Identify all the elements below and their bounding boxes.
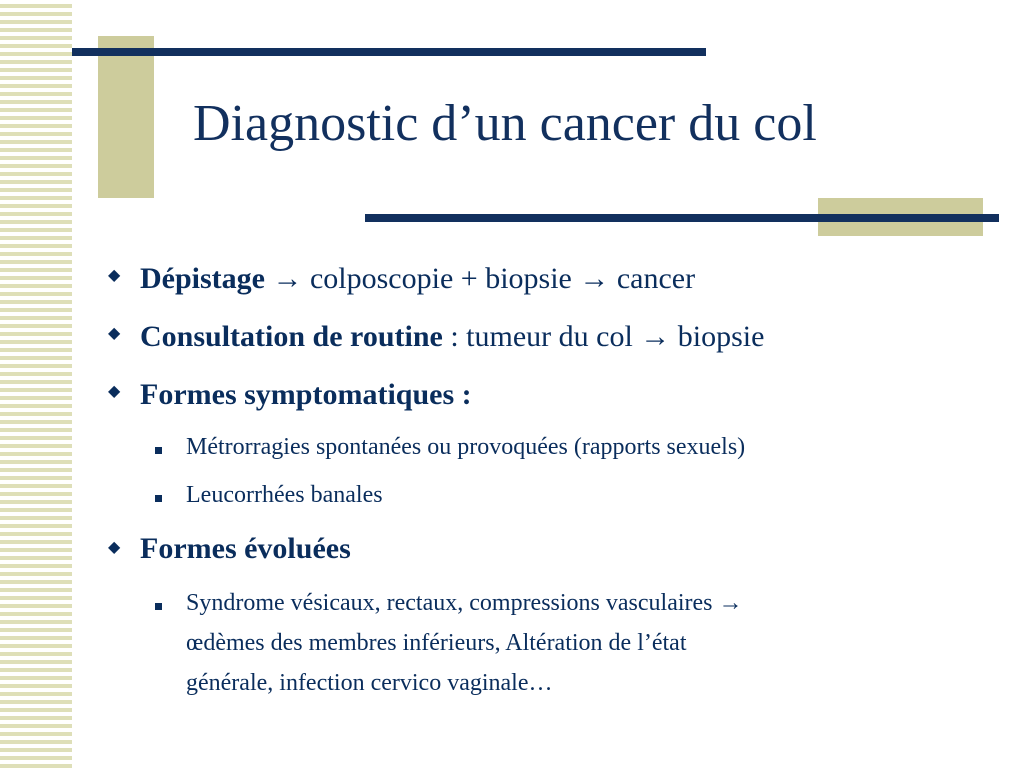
bullet-item-bold: Formes évoluées <box>140 532 351 565</box>
bullet-item-formes-evoluees <box>140 531 351 567</box>
diamond-bullet-icon: ◆ <box>108 267 121 284</box>
diamond-bullet-icon: ◆ <box>108 539 121 556</box>
sub-item-metrorragies: Métrorragies spontanées ou provoquées (rapports sexuels) <box>186 434 746 460</box>
bullet-item-text: → colposcopie + biopsie → cancer <box>264 262 696 295</box>
sub-item-syndrome-line2: œdèmes des membres inférieurs, Altération de l’état <box>186 630 687 656</box>
bullet-item-bold: Consultation de routine <box>140 320 443 353</box>
square-bullet-icon <box>155 603 162 610</box>
sub-item-syndrome-line3: générale, infection cervico vaginale… <box>186 670 553 696</box>
title-rule-top <box>72 48 706 56</box>
bullet-item-consultation <box>140 319 764 355</box>
bullet-item-bold: Formes symptomatiques : <box>140 378 472 411</box>
title-rule-bottom <box>365 214 999 222</box>
diamond-bullet-icon: ◆ <box>108 325 121 342</box>
accent-block-top <box>98 36 154 198</box>
bullet-item-bold: Dépistage <box>140 262 265 295</box>
square-bullet-icon <box>155 495 162 502</box>
bullet-item-text: : tumeur du col → biopsie <box>442 320 765 353</box>
diamond-bullet-icon: ◆ <box>108 383 121 400</box>
sub-item-leucorrhees: Leucorrhées banales <box>186 482 383 508</box>
left-stripe-band <box>0 0 72 768</box>
bullet-item-formes-symptomatiques <box>140 377 472 413</box>
bullet-item-depistage <box>140 261 695 297</box>
square-bullet-icon <box>155 447 162 454</box>
slide-title: Diagnostic d’un cancer du col <box>193 95 817 152</box>
sub-item-syndrome-line1: Syndrome vésicaux, rectaux, compressions vasculaires → <box>186 590 743 616</box>
